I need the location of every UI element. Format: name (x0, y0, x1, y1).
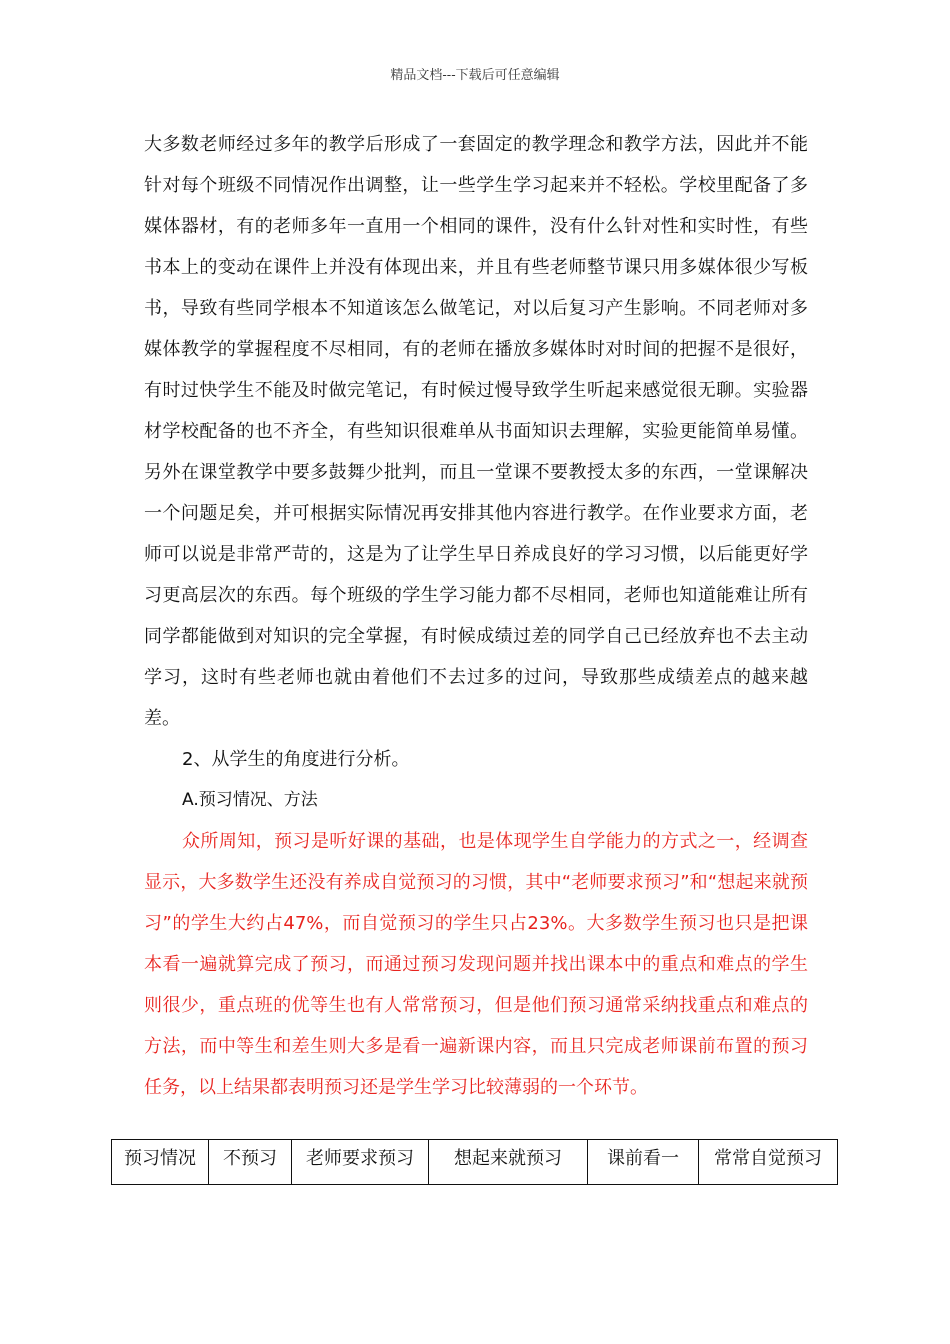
section-heading: 2、从学生的角度进行分析。 (182, 749, 410, 770)
preview-survey-table (111, 1139, 838, 1185)
table-cell: 课前看一 (588, 1140, 699, 1185)
document-body (144, 124, 808, 1108)
table-cell: 常常自觉预习 (699, 1140, 838, 1185)
table-row (112, 1140, 838, 1185)
table-cell: 预习情况 (112, 1140, 209, 1185)
subsection-heading: A.预习情况、方法 (182, 790, 318, 810)
table-cell: 想起来就预习 (429, 1140, 588, 1185)
paragraph-preview-findings: 众所周知，预习是听好课的基础，也是体现学生自学能力的方式之一，经调查显示，大多数学生还没有养成自觉预习的习惯，其中“老师要求预习”和“想起来就预习”的学生大约占47%，而自觉预习的学生只占23%。大多数学生预习也只是把课本看一遍就算完成了预习，而通过预习发现问题并找出课本中的重点和难点的学生则很少，重点班的优等生也有人常常预习，但是他们预习通常采纳找重点和难点的方法，而中等生和差生则大多是看一遍新课内容，而且只完成老师课前布置的预习任务，以上结果都表明预习还是学生学习比较薄弱的一个环节。 (144, 831, 808, 1098)
table-cell: 老师要求预习 (292, 1140, 429, 1185)
paragraph-teacher-analysis: 大多数老师经过多年的教学后形成了一套固定的教学理念和教学方法，因此并不能针对每个班级不同情况作出调整，让一些学生学习起来并不轻松。学校里配备了多媒体器材，有的老师多年一直用一个相同的课件，没有什么针对性和实时性，有些书本上的变动在课件上并没有体现出来，并且有些老师整节课只用多媒体很少写板书，导致有些同学根本不知道该怎么做笔记，对以后复习产生影响。不同老师对多媒体教学的掌握程度不尽相同，有的老师在播放多媒体时对时间的把握不是很好，有时过快学生不能及时做完笔记，有时候过慢导致学生听起来感觉很无聊。实验器材学校配备的也不齐全，有些知识很难单从书面知识去理解，实验更能简单易懂。另外在课堂教学中要多鼓舞少批判，而且一堂课不要教授太多的东西，一堂课解决一个问题足矣，并可根据实际情况再安排其他内容进行教学。在作业要求方面，老师可以说是非常严苛的，这是为了让学生早日养成良好的学习习惯，以后能更好学习更高层次的东西。每个班级的学生学习能力都不尽相同，老师也知道能难让所有同学都能做到对知识的完全掌握，有时候成绩过差的同学自己已经放弃也不去主动学习，这时有些老师也就由着他们不去过多的过问，导致那些成绩差点的越来越差。 (144, 134, 808, 729)
page-header: 精品文档---下载后可任意编辑 (390, 68, 560, 83)
table-cell: 不预习 (209, 1140, 292, 1185)
